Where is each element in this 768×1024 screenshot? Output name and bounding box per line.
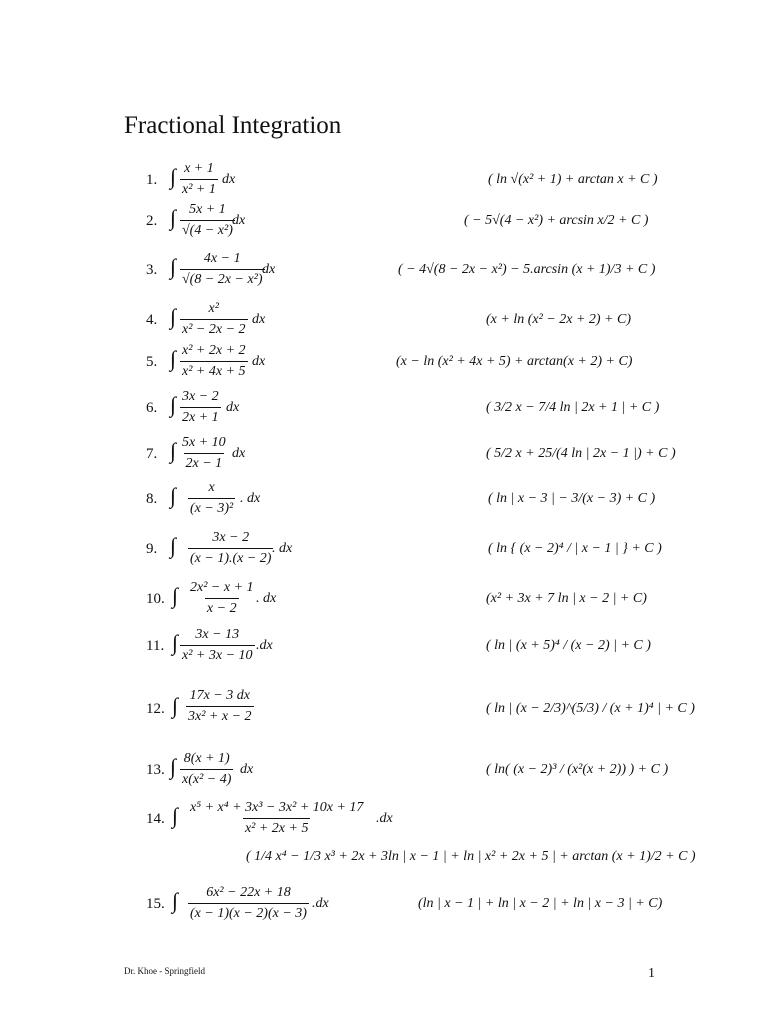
- answer: ( ln { (x − 2)⁴ / | x − 1 | } + C ): [488, 541, 662, 556]
- integrand-fraction: $\frac{3x - 13}{\text{x² + 3x − 10}}$: [182, 627, 253, 663]
- differential: .dx: [312, 896, 329, 911]
- differential: dx: [252, 354, 266, 369]
- problem-number: 4.: [146, 312, 158, 328]
- integrand-fraction: $\frac{3x - 2}{2x + 1}$: [182, 389, 219, 425]
- integrand-fraction: $\frac{x}{\text{(x − 3)²}}$: [190, 480, 234, 516]
- answer: (ln | x − 1 | + ln | x − 2 | + ln | x − 3 | + C): [418, 896, 663, 911]
- integrand-fraction: $\frac{\text{x⁵ + x⁴ + 3x³ − 3x² + 10x + 17}}{\text{x² + 2x + 5}}$: [190, 800, 364, 836]
- problem-number: 13.: [146, 762, 165, 778]
- integrand-fraction: $\frac{3x - 2}{(x - 1).(x - 2)}$: [190, 530, 272, 566]
- problem-number: 14.: [146, 811, 165, 827]
- differential: dx: [232, 213, 246, 228]
- differential: . dx: [256, 591, 277, 606]
- answer: (x² + 3x + 7 ln | x − 2 | + C): [486, 591, 647, 606]
- integral-sign: ∫: [170, 254, 177, 279]
- integral-sign: ∫: [172, 693, 179, 718]
- problem-number: 15.: [146, 896, 165, 912]
- integrand-fraction: $\frac{5x + 10}{2x - 1}$: [182, 435, 226, 471]
- differential: dx: [222, 172, 236, 187]
- answer: ( 5/2 x + 25/(4 ln | 2x − 1 |) + C ): [486, 446, 676, 461]
- integral-sign: ∫: [170, 304, 177, 329]
- problem-number: 11.: [146, 638, 165, 654]
- integral-sign: ∫: [172, 583, 179, 608]
- integral-sign: ∫: [170, 164, 177, 189]
- differential: .dx: [256, 638, 273, 653]
- problem-number: 6.: [146, 400, 158, 416]
- differential: dx: [226, 400, 240, 415]
- integral-sign: ∫: [170, 754, 177, 779]
- problem-number: 12.: [146, 701, 165, 717]
- differential: dx: [232, 446, 246, 461]
- integral-sign: ∫: [172, 888, 179, 913]
- problem-number: 2.: [146, 213, 158, 229]
- differential: .dx: [376, 811, 393, 826]
- problem-number: 3.: [146, 262, 158, 278]
- integrand-fraction: $\frac{17x - 3 dx}{\text{3x² + x − 2}}$: [188, 688, 252, 724]
- footer-author: Dr. Khoe - Springfield: [124, 966, 205, 976]
- differential: . dx: [272, 541, 293, 556]
- differential: dx: [252, 312, 266, 327]
- problem-number: 7.: [146, 446, 158, 462]
- answer: ( ln √(x² + 1) + arctan x + C ): [488, 172, 658, 187]
- integrand-fraction: $\frac{8(x + 1)}{\text{x(x² − 4)}}$: [182, 751, 232, 787]
- integral-sign: ∫: [172, 803, 179, 828]
- answer: (x + ln (x² − 2x + 2) + C): [486, 312, 632, 327]
- integrand-fraction: $\frac{4x - 1}{\text{√(8 − 2x − x²)}}$: [182, 251, 263, 287]
- page-title: Fractional Integration: [124, 112, 342, 139]
- answer: ( 3/2 x − 7/4 ln | 2x + 1 | + C ): [486, 400, 660, 415]
- differential: . dx: [240, 491, 261, 506]
- integral-sign: ∫: [172, 630, 179, 655]
- integral-sign: ∫: [170, 483, 177, 508]
- integral-sign: ∫: [170, 392, 177, 417]
- page-number: 1: [648, 966, 655, 981]
- problem-number: 1.: [146, 172, 158, 188]
- integral-sign: ∫: [170, 205, 177, 230]
- answer: (x − ln (x² + 4x + 5) + arctan(x + 2) + C): [396, 354, 633, 369]
- integral-sign: ∫: [170, 533, 177, 558]
- integrand-fraction: $\frac{\text{x²}}{\text{x² − 2x − 2}}$: [182, 301, 246, 337]
- answer: ( ln | (x + 5)⁴ / (x − 2) | + C ): [486, 638, 651, 653]
- differential: dx: [240, 762, 254, 777]
- integrand-fraction: $\frac{\text{x² + 2x + 2}}{\text{x² + 4x + 5}}$: [182, 343, 246, 379]
- answer: ( − 5√(4 − x²) + arcsin x/2 + C ): [464, 213, 649, 228]
- problem-number: 10.: [146, 591, 165, 607]
- problem-number: 8.: [146, 491, 158, 507]
- integral-sign: ∫: [170, 346, 177, 371]
- answer: ( 1/4 x⁴ − 1/3 x³ + 2x + 3ln | x − 1 | + ln | x² + 2x + 5 | + arctan (x + 1)/2 + C ): [246, 849, 696, 864]
- integrand-fraction: $\frac{\text{6x² − 22x + 18}}{(x - 1)(x - 2)(x - 3)}$: [190, 885, 307, 921]
- integral-sign: ∫: [170, 438, 177, 463]
- differential: dx: [262, 262, 276, 277]
- answer: ( ln | (x − 2/3)^(5/3) / (x + 1)⁴ | + C ): [486, 701, 695, 716]
- integrand-fraction: $\frac{x + 1}{\text{x² + 1}}$: [182, 161, 216, 197]
- integrand-fraction: $\frac{5x + 1}{\text{√(4 − x²)}}$: [182, 202, 233, 238]
- answer: ( − 4√(8 − 2x − x²) − 5.arcsin (x + 1)/3 + C ): [398, 262, 656, 277]
- problem-number: 5.: [146, 354, 158, 370]
- integrand-fraction: $\frac{\text{2x² − x + 1}}{x - 2}$: [190, 580, 254, 616]
- answer: ( ln( (x − 2)³ / (x²(x + 2)) ) + C ): [486, 762, 669, 777]
- answer: ( ln | x − 3 | − 3/(x − 3) + C ): [488, 491, 656, 506]
- problem-number: 9.: [146, 541, 158, 557]
